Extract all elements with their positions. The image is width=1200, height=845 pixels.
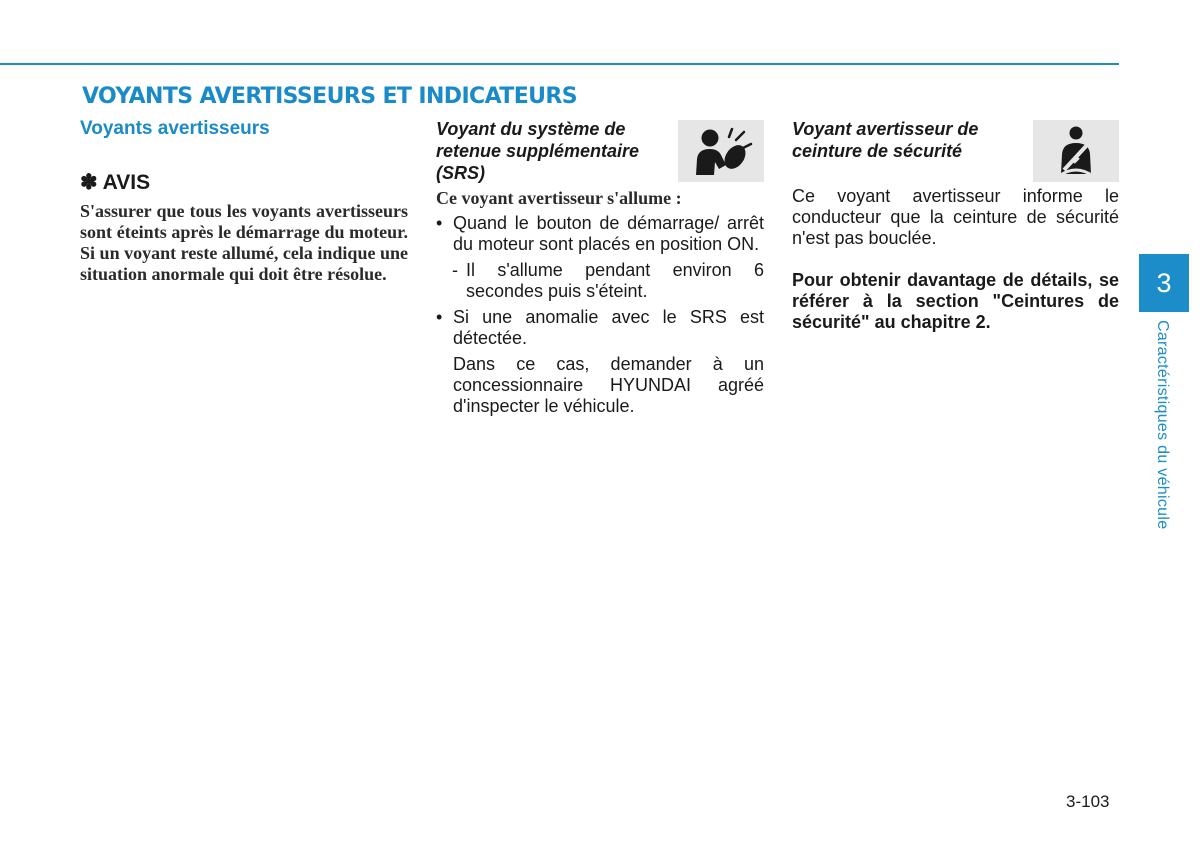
list-item-text: Si une anomalie avec le SRS est détectée.: [453, 307, 764, 348]
page-title: VOYANTS AVERTISSEURS ET INDICATEURS: [82, 84, 577, 109]
seatbelt-body: Ce voyant avertisseur informe le conducteur que la ceinture de sécurité n'est pas bouclée.: [792, 186, 1119, 248]
notice-text: S'assurer que tous les voyants avertisseurs sont éteints après le démarrage du moteur. Si un voyant reste allumé, cela indique une situation anormale qui doit être résolue.: [80, 201, 408, 284]
seatbelt-title: Voyant avertisseur de ceinture de sécurité: [792, 119, 979, 161]
list-item: [436, 307, 764, 349]
bullet-mark: •: [436, 307, 443, 327]
dash-mark: -: [452, 260, 458, 280]
chapter-tab: 3: [1139, 254, 1189, 312]
column-seatbelt: [792, 118, 1119, 333]
srs-header: [436, 118, 764, 186]
srs-lead: Ce voyant avertisseur s'allume :: [436, 188, 682, 208]
srs-title: Voyant du système de retenue supplémentaire (SRS): [436, 119, 640, 183]
seatbelt-header: [792, 118, 1119, 186]
column-warning-lights: [80, 118, 408, 285]
notice-title: ✽ AVIS: [80, 171, 151, 194]
list-item: [436, 213, 764, 255]
column-srs: [436, 118, 764, 417]
list-item-continuation: Dans ce cas, demander à un concessionnaire HYUNDAI agréé d'inspecter le véhicule.: [453, 354, 764, 416]
list-item-text: Quand le bouton de démarrage/ arrêt du moteur sont placés en position ON.: [453, 213, 764, 254]
seatbelt-warning-icon: [1033, 120, 1119, 182]
chapter-label: Caractéristiques du véhicule: [1154, 320, 1171, 530]
section-subheading: Voyants avertisseurs: [80, 118, 270, 139]
list-subitem: [436, 260, 764, 302]
bullet-mark: •: [436, 213, 443, 233]
airbag-warning-icon: [678, 120, 764, 182]
list-subitem-text: Il s'allume pendant environ 6 secondes puis s'éteint.: [466, 260, 764, 301]
page-number: 3-103: [1066, 792, 1110, 811]
seatbelt-reference: Pour obtenir davantage de détails, se référer à la section "Ceintures de sécurité" au chapitre 2.: [792, 270, 1119, 332]
top-rule: [0, 63, 1119, 65]
